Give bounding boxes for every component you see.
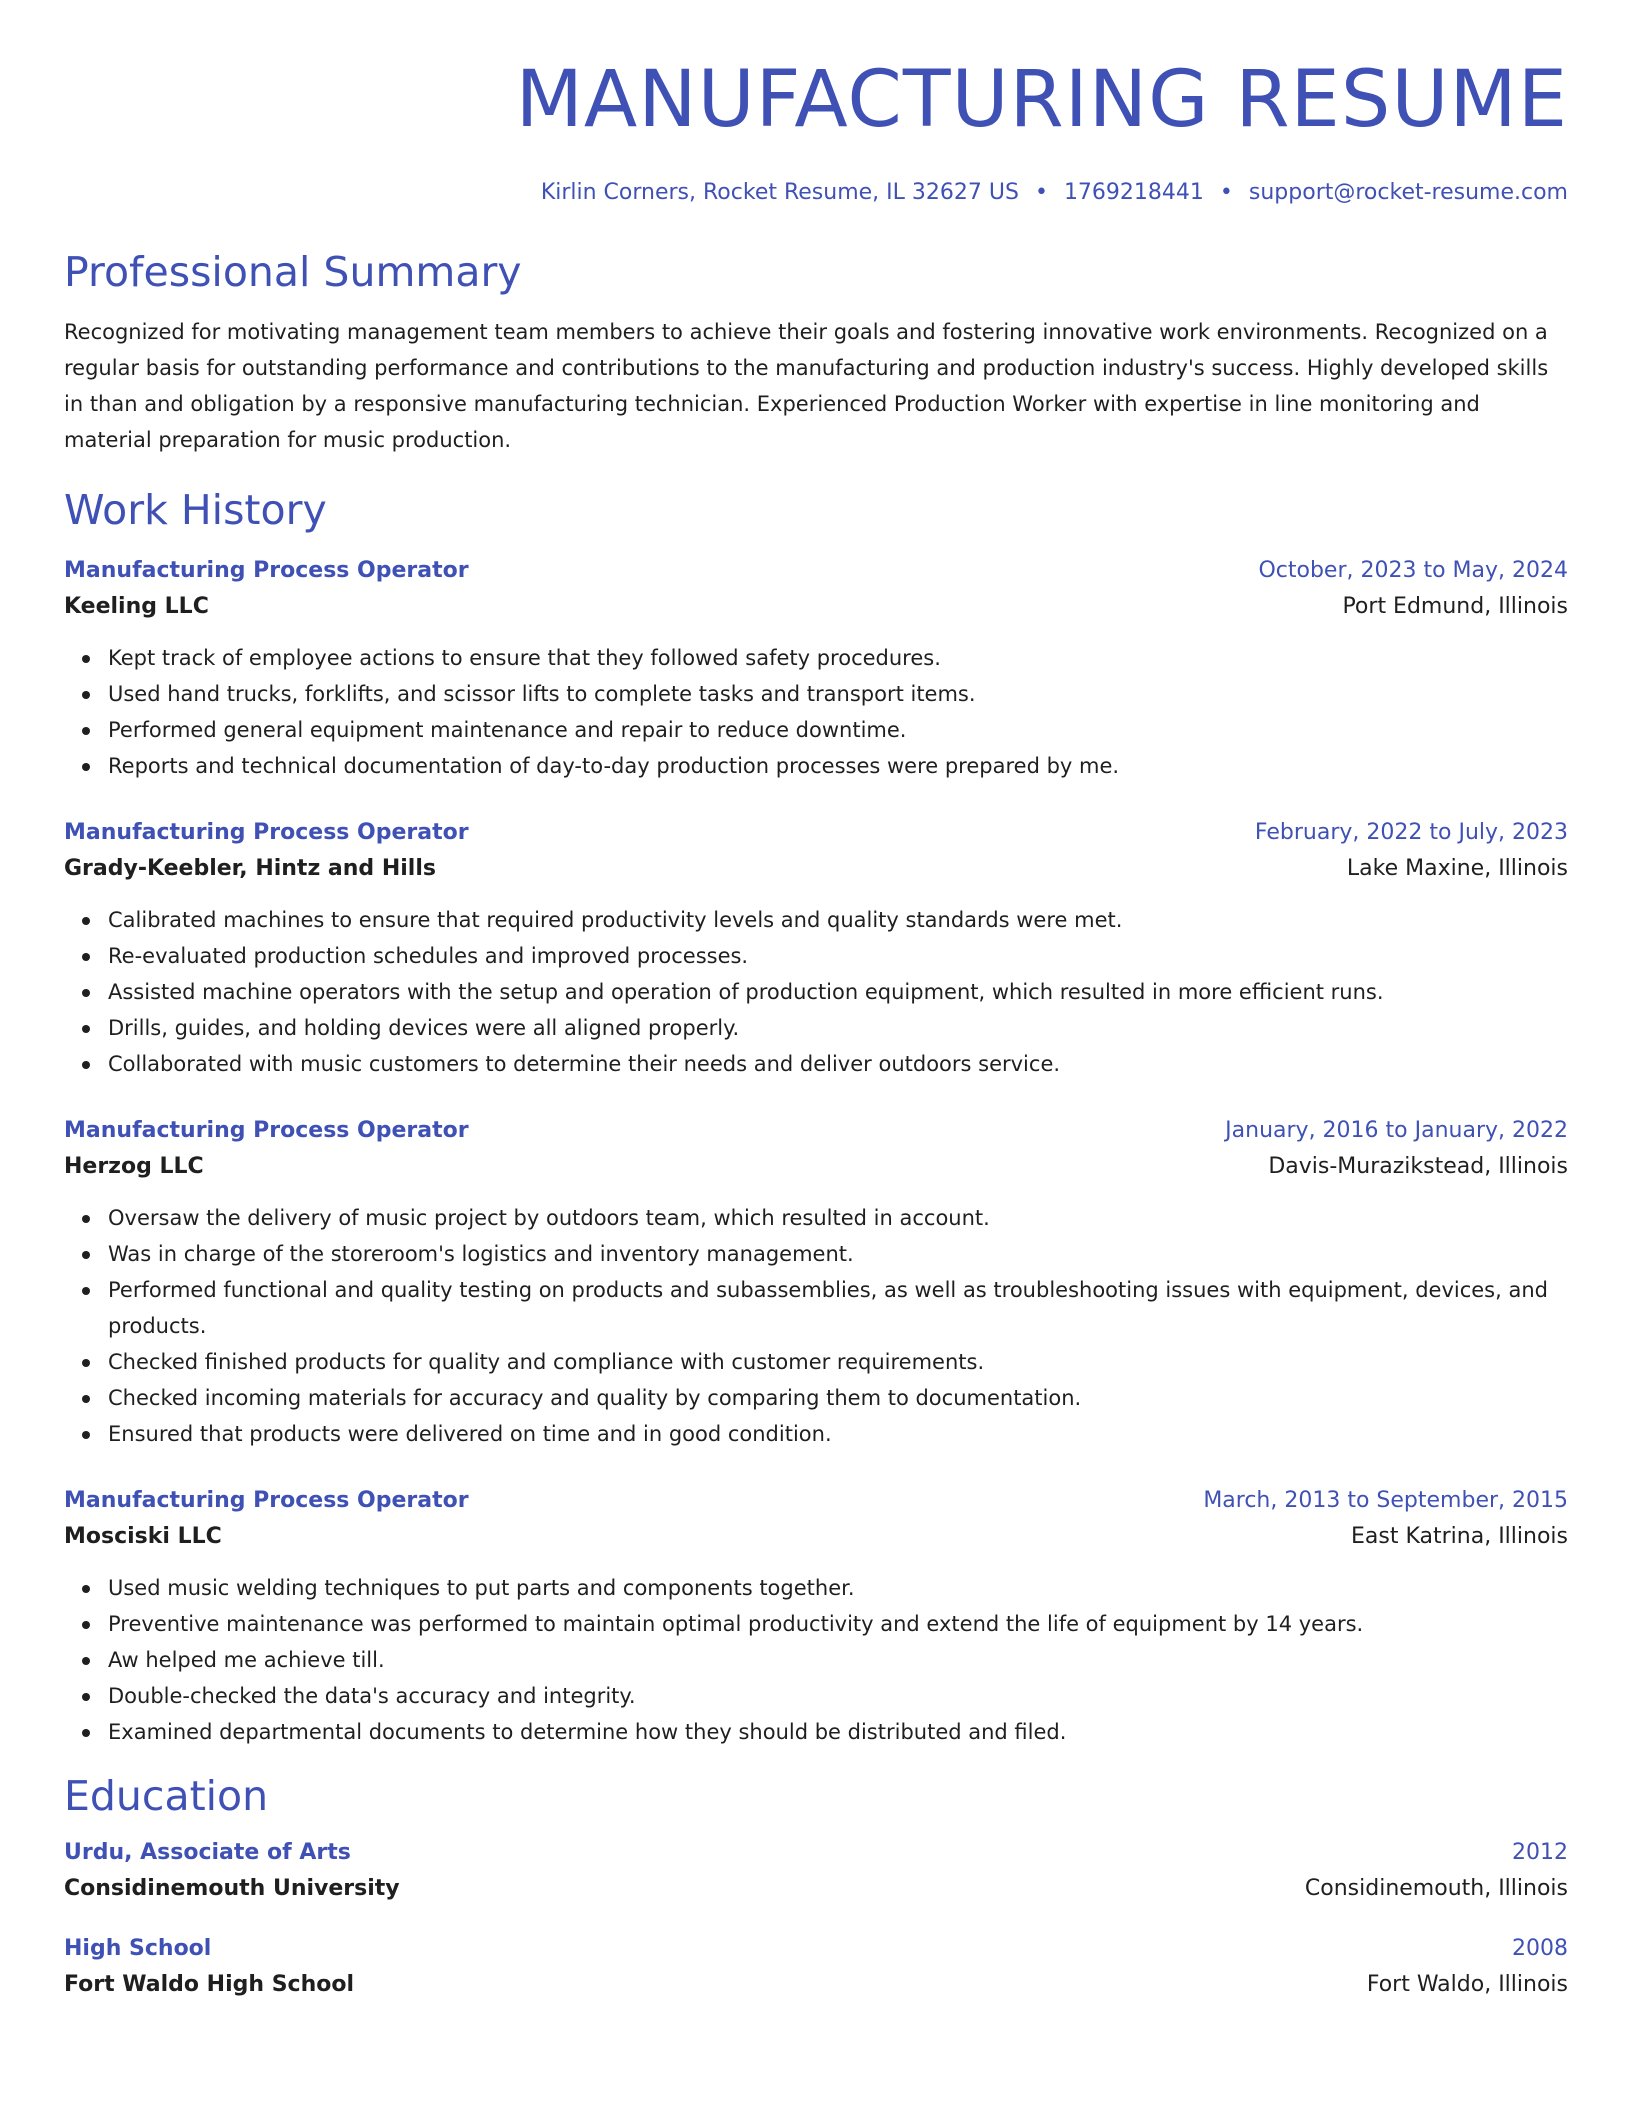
contact-email: support@rocket-resume.com [1248, 180, 1568, 205]
job-entry [64, 816, 1568, 1082]
contact-address: Kirlin Corners, Rocket Resume, IL 32627 US [540, 180, 1019, 205]
bullet-item: Examined departmental documents to determine how they should be distributed and filed. [108, 1714, 1568, 1750]
bullet-item: Ensured that products were delivered on time and in good condition. [108, 1416, 1568, 1452]
job-entry [64, 1114, 1568, 1452]
summary-text: Recognized for motivating management team members to achieve their goals and fostering innovative work environments. Recognized on a regular basis for outstanding performance and contributions to the manufacturing and production industry's success. Highly developed skills in than and obligation by a responsive manufacturing technician. Experienced Production Worker with expertise in line monitoring and material preparation for music production. [64, 320, 1549, 452]
work-history-heading: Work History [64, 486, 327, 534]
job-location: Port Edmund, Illinois [1342, 594, 1568, 619]
bullet-item: Performed functional and quality testing on products and subassemblies, as well as troubleshooting issues with equipment, devices, and products. [108, 1272, 1568, 1344]
job-title: Manufacturing Process Operator [64, 820, 469, 845]
job-title: Manufacturing Process Operator [64, 1118, 469, 1143]
job-dates: February, 2022 to July, 2023 [1254, 820, 1568, 845]
bullet-item: Drills, guides, and holding devices were all aligned properly. [108, 1010, 1568, 1046]
job-location: East Katrina, Illinois [1351, 1524, 1568, 1549]
education-location: Fort Waldo, Illinois [1366, 1972, 1568, 1997]
job-title: Manufacturing Process Operator [64, 558, 469, 583]
education-degree: High School [64, 1936, 212, 1961]
job-bullets [64, 640, 1568, 784]
bullet-item: Performed general equipment maintenance and repair to reduce downtime. [108, 712, 1568, 748]
summary-section [64, 246, 1568, 458]
job-company: Herzog LLC [64, 1154, 204, 1179]
education-entry [64, 1836, 1568, 1908]
education-section [64, 1770, 1568, 2004]
education-year: 2012 [1512, 1840, 1568, 1865]
resume-header [64, 52, 1568, 208]
job-company: Keeling LLC [64, 594, 209, 619]
work-history-section [64, 484, 1568, 1750]
bullet-item: Collaborated with music customers to determine their needs and deliver outdoors service. [108, 1046, 1568, 1082]
job-entry [64, 554, 1568, 784]
education-school: Considinemouth University [64, 1876, 400, 1901]
bullet-item: Was in charge of the storeroom's logistics and inventory management. [108, 1236, 1568, 1272]
bullet-item: Oversaw the delivery of music project by outdoors team, which resulted in account. [108, 1200, 1568, 1236]
bullet-item: Kept track of employee actions to ensure that they followed safety procedures. [108, 640, 1568, 676]
job-company: Grady-Keebler, Hintz and Hills [64, 856, 436, 881]
contact-phone: 1769218441 [1063, 180, 1204, 205]
bullet-item: Calibrated machines to ensure that required productivity levels and quality standards were met. [108, 902, 1568, 938]
job-location: Lake Maxine, Illinois [1346, 856, 1568, 881]
bullet-item: Reports and technical documentation of day-to-day production processes were prepared by me. [108, 748, 1568, 784]
summary-heading: Professional Summary [64, 248, 522, 296]
job-entry [64, 1484, 1568, 1750]
bullet-item: Checked finished products for quality and compliance with customer requirements. [108, 1344, 1568, 1380]
bullet-item: Assisted machine operators with the setup and operation of production equipment, which resulted in more efficient runs. [108, 974, 1568, 1010]
job-company: Mosciski LLC [64, 1524, 222, 1549]
education-location: Considinemouth, Illinois [1304, 1876, 1568, 1901]
job-title: Manufacturing Process Operator [64, 1488, 469, 1513]
education-degree: Urdu, Associate of Arts [64, 1840, 351, 1865]
bullet-item: Checked incoming materials for accuracy and quality by comparing them to documentation. [108, 1380, 1568, 1416]
job-bullets [64, 1200, 1568, 1452]
education-entry [64, 1932, 1568, 2004]
bullet-item: Preventive maintenance was performed to maintain optimal productivity and extend the life of equipment by 14 years. [108, 1606, 1568, 1642]
job-dates: March, 2013 to September, 2015 [1203, 1488, 1568, 1513]
job-bullets [64, 1570, 1568, 1750]
bullet-item: Aw helped me achieve till. [108, 1642, 1568, 1678]
bullet-item: Double-checked the data's accuracy and integrity. [108, 1678, 1568, 1714]
bullet-item: Used hand trucks, forklifts, and scissor lifts to complete tasks and transport items. [108, 676, 1568, 712]
bullet-item: Re-evaluated production schedules and improved processes. [108, 938, 1568, 974]
education-school: Fort Waldo High School [64, 1972, 355, 1997]
bullet-item: Used music welding techniques to put parts and components together. [108, 1570, 1568, 1606]
job-location: Davis-Murazikstead, Illinois [1268, 1154, 1568, 1179]
contact-separator: • [1034, 180, 1048, 205]
job-bullets [64, 902, 1568, 1082]
education-heading: Education [64, 1772, 269, 1820]
page-title: MANUFACTURING RESUME [515, 55, 1568, 145]
job-dates: October, 2023 to May, 2024 [1258, 558, 1568, 583]
job-dates: January, 2016 to January, 2022 [1225, 1118, 1568, 1143]
contact-separator: • [1219, 180, 1233, 205]
contact-line [64, 178, 1568, 208]
education-year: 2008 [1512, 1936, 1568, 1961]
